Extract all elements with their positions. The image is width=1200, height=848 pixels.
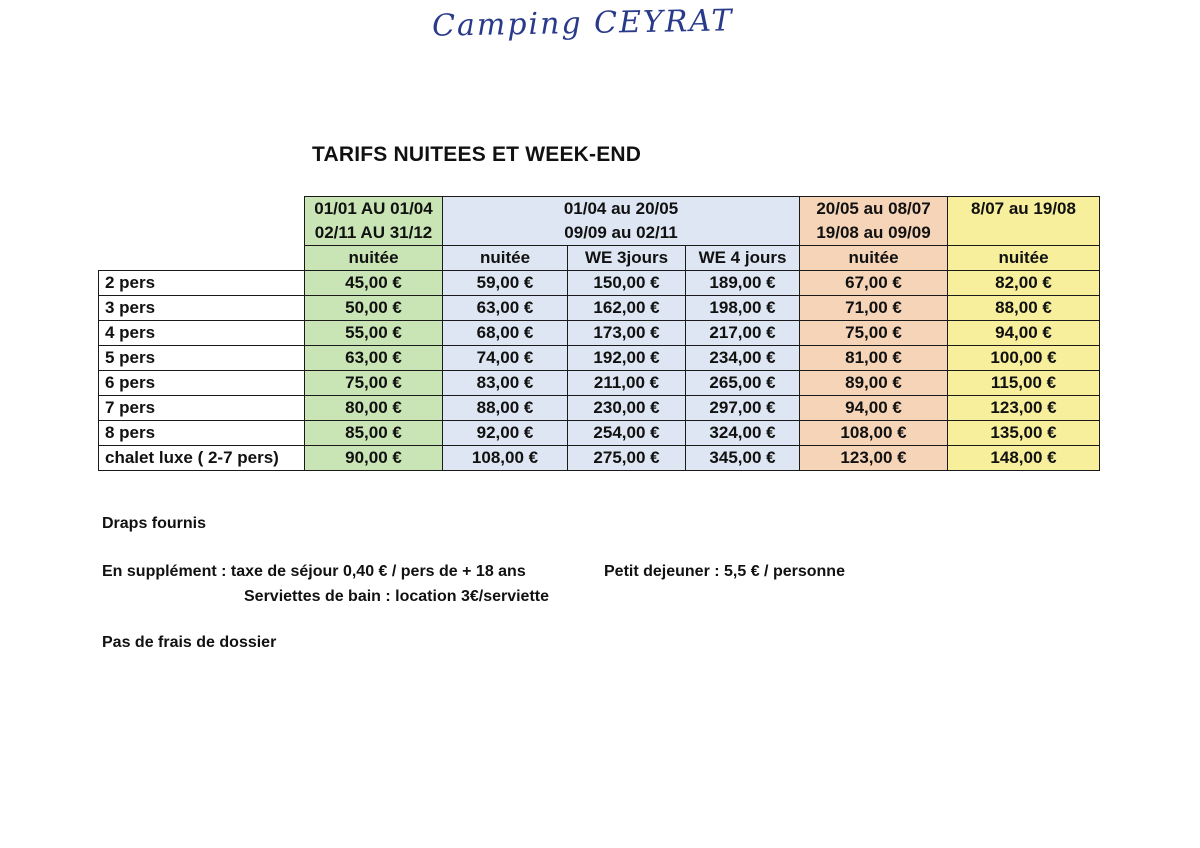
table-row — [99, 446, 1100, 471]
period-orange-line-1: 20/05 au 08/07 — [816, 199, 931, 218]
page-title: TARIFS NUITEES ET WEEK-END — [312, 143, 642, 166]
price-cell-nuitee-green: 90,00 € — [305, 446, 443, 471]
period-blue-line-1: 01/04 au 20/05 — [563, 199, 679, 218]
row-label: 8 pers — [99, 421, 305, 446]
price-rows — [99, 271, 1100, 471]
price-cell-we-4jours: 217,00 € — [686, 321, 800, 346]
header-we-4jours: WE 4 jours — [686, 246, 800, 271]
period-orange-line-2: 19/08 au 09/09 — [816, 223, 931, 242]
period-header-row — [99, 197, 1100, 246]
price-cell-nuitee-blue: 68,00 € — [443, 321, 568, 346]
table-row — [99, 396, 1100, 421]
header-nuitee-green: nuitée — [305, 246, 443, 271]
price-cell-nuitee-blue: 92,00 € — [443, 421, 568, 446]
price-cell-nuitee-yellow: 94,00 € — [948, 321, 1100, 346]
period-blue-line-2: 09/09 au 02/11 — [564, 223, 678, 242]
price-cell-nuitee-orange: 71,00 € — [800, 296, 948, 321]
price-cell-nuitee-green: 63,00 € — [305, 346, 443, 371]
header-we-3jours: WE 3jours — [568, 246, 686, 271]
price-cell-we-3jours: 162,00 € — [568, 296, 686, 321]
row-label: chalet luxe ( 2-7 pers) — [99, 446, 305, 471]
price-cell-we-4jours: 345,00 € — [686, 446, 800, 471]
price-cell-we-4jours: 189,00 € — [686, 271, 800, 296]
price-cell-nuitee-blue: 74,00 € — [443, 346, 568, 371]
price-cell-nuitee-blue: 108,00 € — [443, 446, 568, 471]
price-cell-we-4jours: 324,00 € — [686, 421, 800, 446]
price-cell-we-3jours: 254,00 € — [568, 421, 686, 446]
table-row — [99, 321, 1100, 346]
empty-corner-cell — [99, 197, 305, 271]
period-orange-header — [800, 197, 948, 246]
table-row — [99, 271, 1100, 296]
price-cell-nuitee-blue: 88,00 € — [443, 396, 568, 421]
note-serviettes: Serviettes de bain : location 3€/serviette — [244, 588, 550, 605]
price-cell-we-3jours: 275,00 € — [568, 446, 686, 471]
price-cell-nuitee-green: 55,00 € — [305, 321, 443, 346]
price-cell-nuitee-blue: 63,00 € — [443, 296, 568, 321]
price-table — [98, 196, 1100, 471]
price-cell-nuitee-yellow: 123,00 € — [948, 396, 1100, 421]
note-supplement: En supplément : taxe de séjour 0,40 € / pers de + 18 ans — [102, 563, 526, 580]
price-cell-nuitee-orange: 67,00 € — [800, 271, 948, 296]
period-blue-header — [443, 197, 800, 246]
row-label: 2 pers — [99, 271, 305, 296]
price-cell-we-4jours: 265,00 € — [686, 371, 800, 396]
price-cell-nuitee-green: 75,00 € — [305, 371, 443, 396]
price-cell-nuitee-orange: 81,00 € — [800, 346, 948, 371]
row-label: 4 pers — [99, 321, 305, 346]
price-cell-nuitee-yellow: 115,00 € — [948, 371, 1100, 396]
handwritten-title: Camping CEYRAT — [431, 3, 734, 44]
price-cell-nuitee-blue: 59,00 € — [443, 271, 568, 296]
period-green-header — [305, 197, 443, 246]
header-nuitee-yellow: nuitée — [948, 246, 1100, 271]
price-cell-nuitee-orange: 75,00 € — [800, 321, 948, 346]
price-cell-we-3jours: 211,00 € — [568, 371, 686, 396]
price-cell-we-3jours: 230,00 € — [568, 396, 686, 421]
period-green-line-1: 01/01 AU 01/04 — [314, 199, 433, 218]
note-petit-dejeuner: Petit dejeuner : 5,5 € / personne — [604, 563, 845, 580]
price-cell-nuitee-yellow: 88,00 € — [948, 296, 1100, 321]
price-cell-nuitee-yellow: 135,00 € — [948, 421, 1100, 446]
price-cell-nuitee-green: 85,00 € — [305, 421, 443, 446]
price-cell-nuitee-orange: 89,00 € — [800, 371, 948, 396]
price-cell-nuitee-orange: 108,00 € — [800, 421, 948, 446]
price-cell-we-3jours: 192,00 € — [568, 346, 686, 371]
price-cell-nuitee-orange: 94,00 € — [800, 396, 948, 421]
note-frais: Pas de frais de dossier — [102, 634, 277, 651]
price-cell-nuitee-blue: 83,00 € — [443, 371, 568, 396]
price-cell-nuitee-yellow: 100,00 € — [948, 346, 1100, 371]
price-cell-we-4jours: 234,00 € — [686, 346, 800, 371]
table-row — [99, 346, 1100, 371]
row-label: 5 pers — [99, 346, 305, 371]
row-label: 6 pers — [99, 371, 305, 396]
price-cell-we-3jours: 173,00 € — [568, 321, 686, 346]
note-draps: Draps fournis — [102, 515, 207, 532]
row-label: 7 pers — [99, 396, 305, 421]
price-cell-we-3jours: 150,00 € — [568, 271, 686, 296]
row-label: 3 pers — [99, 296, 305, 321]
price-cell-nuitee-green: 80,00 € — [305, 396, 443, 421]
header-nuitee-orange: nuitée — [800, 246, 948, 271]
price-cell-nuitee-green: 45,00 € — [305, 271, 443, 296]
price-cell-we-4jours: 297,00 € — [686, 396, 800, 421]
price-cell-we-4jours: 198,00 € — [686, 296, 800, 321]
price-cell-nuitee-orange: 123,00 € — [800, 446, 948, 471]
price-cell-nuitee-yellow: 82,00 € — [948, 271, 1100, 296]
period-green-line-2: 02/11 AU 31/12 — [314, 223, 433, 242]
period-yellow-line-1: 8/07 au 19/08 — [971, 199, 1076, 218]
header-nuitee-blue: nuitée — [443, 246, 568, 271]
price-cell-nuitee-yellow: 148,00 € — [948, 446, 1100, 471]
price-cell-nuitee-green: 50,00 € — [305, 296, 443, 321]
table-row — [99, 296, 1100, 321]
table-row — [99, 421, 1100, 446]
period-yellow-header — [948, 197, 1100, 246]
table-row — [99, 371, 1100, 396]
